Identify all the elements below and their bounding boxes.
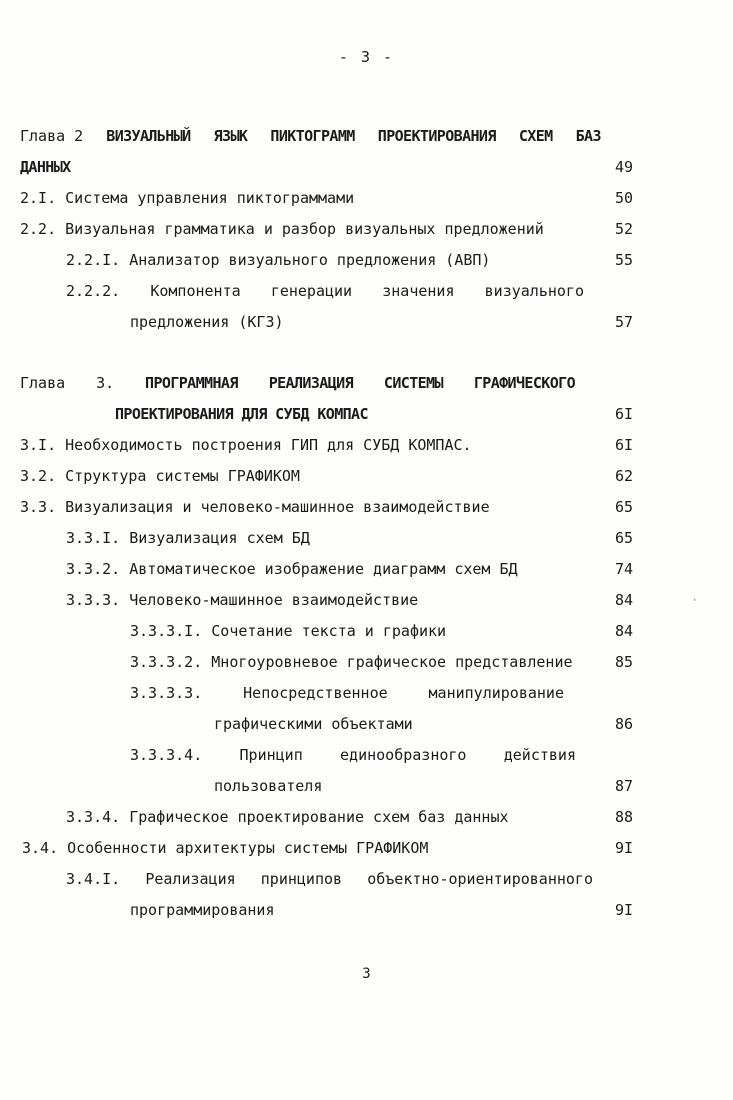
toc-page-number: 55 — [614, 251, 633, 269]
toc-entry — [66, 529, 310, 547]
toc-page-number: 52 — [614, 220, 633, 238]
toc-entry — [20, 467, 300, 485]
toc-entry-word: визуального — [484, 282, 584, 300]
toc-entry — [22, 839, 428, 857]
chapter-2-word: ВИЗУАЛЬНЫЙ — [106, 127, 191, 145]
toc-entry-number: 3.3.3.3. — [130, 684, 203, 702]
toc-entry-word: манипулирование — [428, 684, 564, 702]
toc-entry-word: значения — [382, 282, 455, 300]
scan-speck: · — [692, 596, 698, 606]
toc-entry-word: принципов — [260, 870, 343, 888]
toc-entry-text: Автоматическое изображение диаграмм схем БД — [129, 560, 518, 578]
toc-entry-text: Графическое проектирование схем баз данных — [129, 808, 509, 826]
toc-chapter-3-title-cont — [115, 405, 368, 423]
chapter-2-word: БАЗ — [575, 127, 601, 145]
toc-entry-text: Система управления пиктограммами — [65, 189, 355, 207]
toc-entry-number: 2.I. — [20, 189, 57, 207]
toc-entry-number: 2.2.I. — [66, 251, 121, 269]
toc-page-number: 65 — [614, 529, 633, 547]
toc-entry-number: 3.3.2. — [66, 560, 121, 578]
toc-entry-text: Структура системы ГРАФИКОМ — [65, 467, 300, 485]
toc-entry — [130, 746, 576, 764]
toc-page-number: 88 — [614, 808, 633, 826]
toc-page-number: 85 — [614, 653, 633, 671]
toc-entry-number: 3.3.3.4. — [130, 746, 203, 764]
toc-entry — [66, 808, 509, 826]
toc-entry-text: Особенности архитектуры системы ГРАФИКОМ — [67, 839, 429, 857]
toc-entry-cont — [214, 777, 322, 795]
toc-page-number: 6I — [614, 405, 633, 423]
toc-entry-text: предложения (КГЗ) — [130, 313, 284, 331]
toc-entry-text: пользователя — [214, 777, 323, 795]
toc-entry-word: Компонента — [150, 282, 241, 300]
chapter-2-word: ЯЗЫК — [213, 127, 248, 145]
toc-entry-text: Необходимость построения ГИП для СУБД КОМПАС. — [65, 436, 472, 454]
chapter-2-title-cont: ДАННЫХ — [20, 158, 71, 176]
toc-page-number: 49 — [614, 158, 633, 176]
toc-entry-text: Визуальная грамматика и разбор визуальных предложений — [65, 220, 544, 238]
toc-entry — [130, 653, 573, 671]
toc-entry-text: Многоуровневое графическое представление — [211, 653, 573, 671]
toc-entry — [20, 498, 490, 516]
toc-entry-number: 3.I. — [20, 436, 57, 454]
chapter-3-word: РЕАЛИЗАЦИЯ — [268, 374, 353, 392]
toc-chapter-2-title — [20, 127, 601, 145]
toc-entry — [66, 251, 490, 269]
chapter-2-word: ПРОЕКТИРОВАНИЯ — [377, 127, 496, 145]
page-marker: - 3 - — [338, 48, 395, 66]
toc-entry-word: Принцип — [239, 746, 303, 764]
toc-entry-number: 3.3.I. — [66, 529, 121, 547]
toc-page-number: 84 — [614, 622, 633, 640]
toc-entry-number: 2.2. — [20, 220, 57, 238]
toc-entry-text: Анализатор визуального предложения (АВП) — [129, 251, 491, 269]
toc-page-number: 74 — [614, 560, 633, 578]
toc-entry-text: Визуализация и человеко-машинное взаимодействие — [65, 498, 490, 516]
toc-entry-word: единообразного — [340, 746, 467, 764]
toc-entry-word: Непосредственное — [243, 684, 388, 702]
toc-page-number: 84 — [614, 591, 633, 609]
toc-entry-word: действия — [503, 746, 576, 764]
toc-entry-number: 3.4. — [22, 839, 59, 857]
toc-entry — [20, 436, 472, 454]
toc-page-number: 87 — [614, 777, 633, 795]
toc-page-number: 9I — [614, 839, 633, 857]
toc-entry-text: Сочетание текста и графики — [211, 622, 447, 640]
toc-page-number: 6I — [614, 436, 633, 454]
chapter-2-word: СХЕМ — [518, 127, 553, 145]
toc-entry — [20, 220, 544, 238]
toc-entry-cont — [214, 715, 413, 733]
chapter-3-word: 3. — [96, 374, 115, 392]
toc-page-number: 65 — [614, 498, 633, 516]
toc-entry — [20, 189, 354, 207]
chapter-3-title-cont: ПРОЕКТИРОВАНИЯ ДЛЯ СУБД КОМПАС — [115, 405, 368, 423]
toc-entry — [66, 591, 418, 609]
toc-entry — [66, 870, 593, 888]
toc-entry-number: 3.3.4. — [66, 808, 121, 826]
toc-entry-number: 3.4.I. — [66, 870, 121, 888]
toc-entry — [130, 622, 446, 640]
toc-entry — [130, 684, 564, 702]
toc-entry-number: 3.2. — [20, 467, 57, 485]
toc-page-number: 50 — [614, 189, 633, 207]
toc-chapter-2-title-cont — [20, 158, 71, 176]
toc-entry-number: 3.3.3. — [66, 591, 121, 609]
toc-entry-number: 3.3.3.I. — [130, 622, 203, 640]
chapter-3-word: Глава — [20, 374, 66, 392]
toc-entry-number: 3.3.3.2. — [130, 653, 203, 671]
page-footer-number: 3 — [362, 966, 371, 982]
chapter-3-word: ПРОГРАММНАЯ — [145, 374, 238, 392]
toc-page-number: 57 — [614, 313, 633, 331]
toc-page-number: 62 — [614, 467, 633, 485]
toc-page-number: 9I — [614, 901, 633, 919]
chapter-3-word: СИСТЕМЫ — [383, 374, 443, 392]
chapter-3-word: ГРАФИЧЕСКОГО — [473, 374, 575, 392]
toc-entry-text: программирования — [130, 901, 275, 919]
toc-entry-word: генерации — [270, 282, 353, 300]
chapter-2-label: Глава 2 — [20, 127, 84, 145]
chapter-2-word: ПИКТОГРАММ — [270, 127, 355, 145]
toc-page-number: 86 — [614, 715, 633, 733]
toc-entry — [66, 282, 584, 300]
toc-entry-number: 2.2.2. — [66, 282, 121, 300]
toc-entry-text: Человеко-машинное взаимодействие — [129, 591, 419, 609]
toc-entry — [66, 560, 518, 578]
toc-entry-text: Визуализация схем БД — [129, 529, 310, 547]
toc-entry-number: 3.3. — [20, 498, 57, 516]
toc-entry-cont — [130, 313, 284, 331]
toc-entry-word: Реализация — [145, 870, 236, 888]
toc-chapter-3-title — [20, 374, 575, 392]
toc-entry-word: объектно-ориентированного — [367, 870, 593, 888]
toc-entry-cont — [130, 901, 275, 919]
toc-entry-text: графическими объектами — [214, 715, 413, 733]
